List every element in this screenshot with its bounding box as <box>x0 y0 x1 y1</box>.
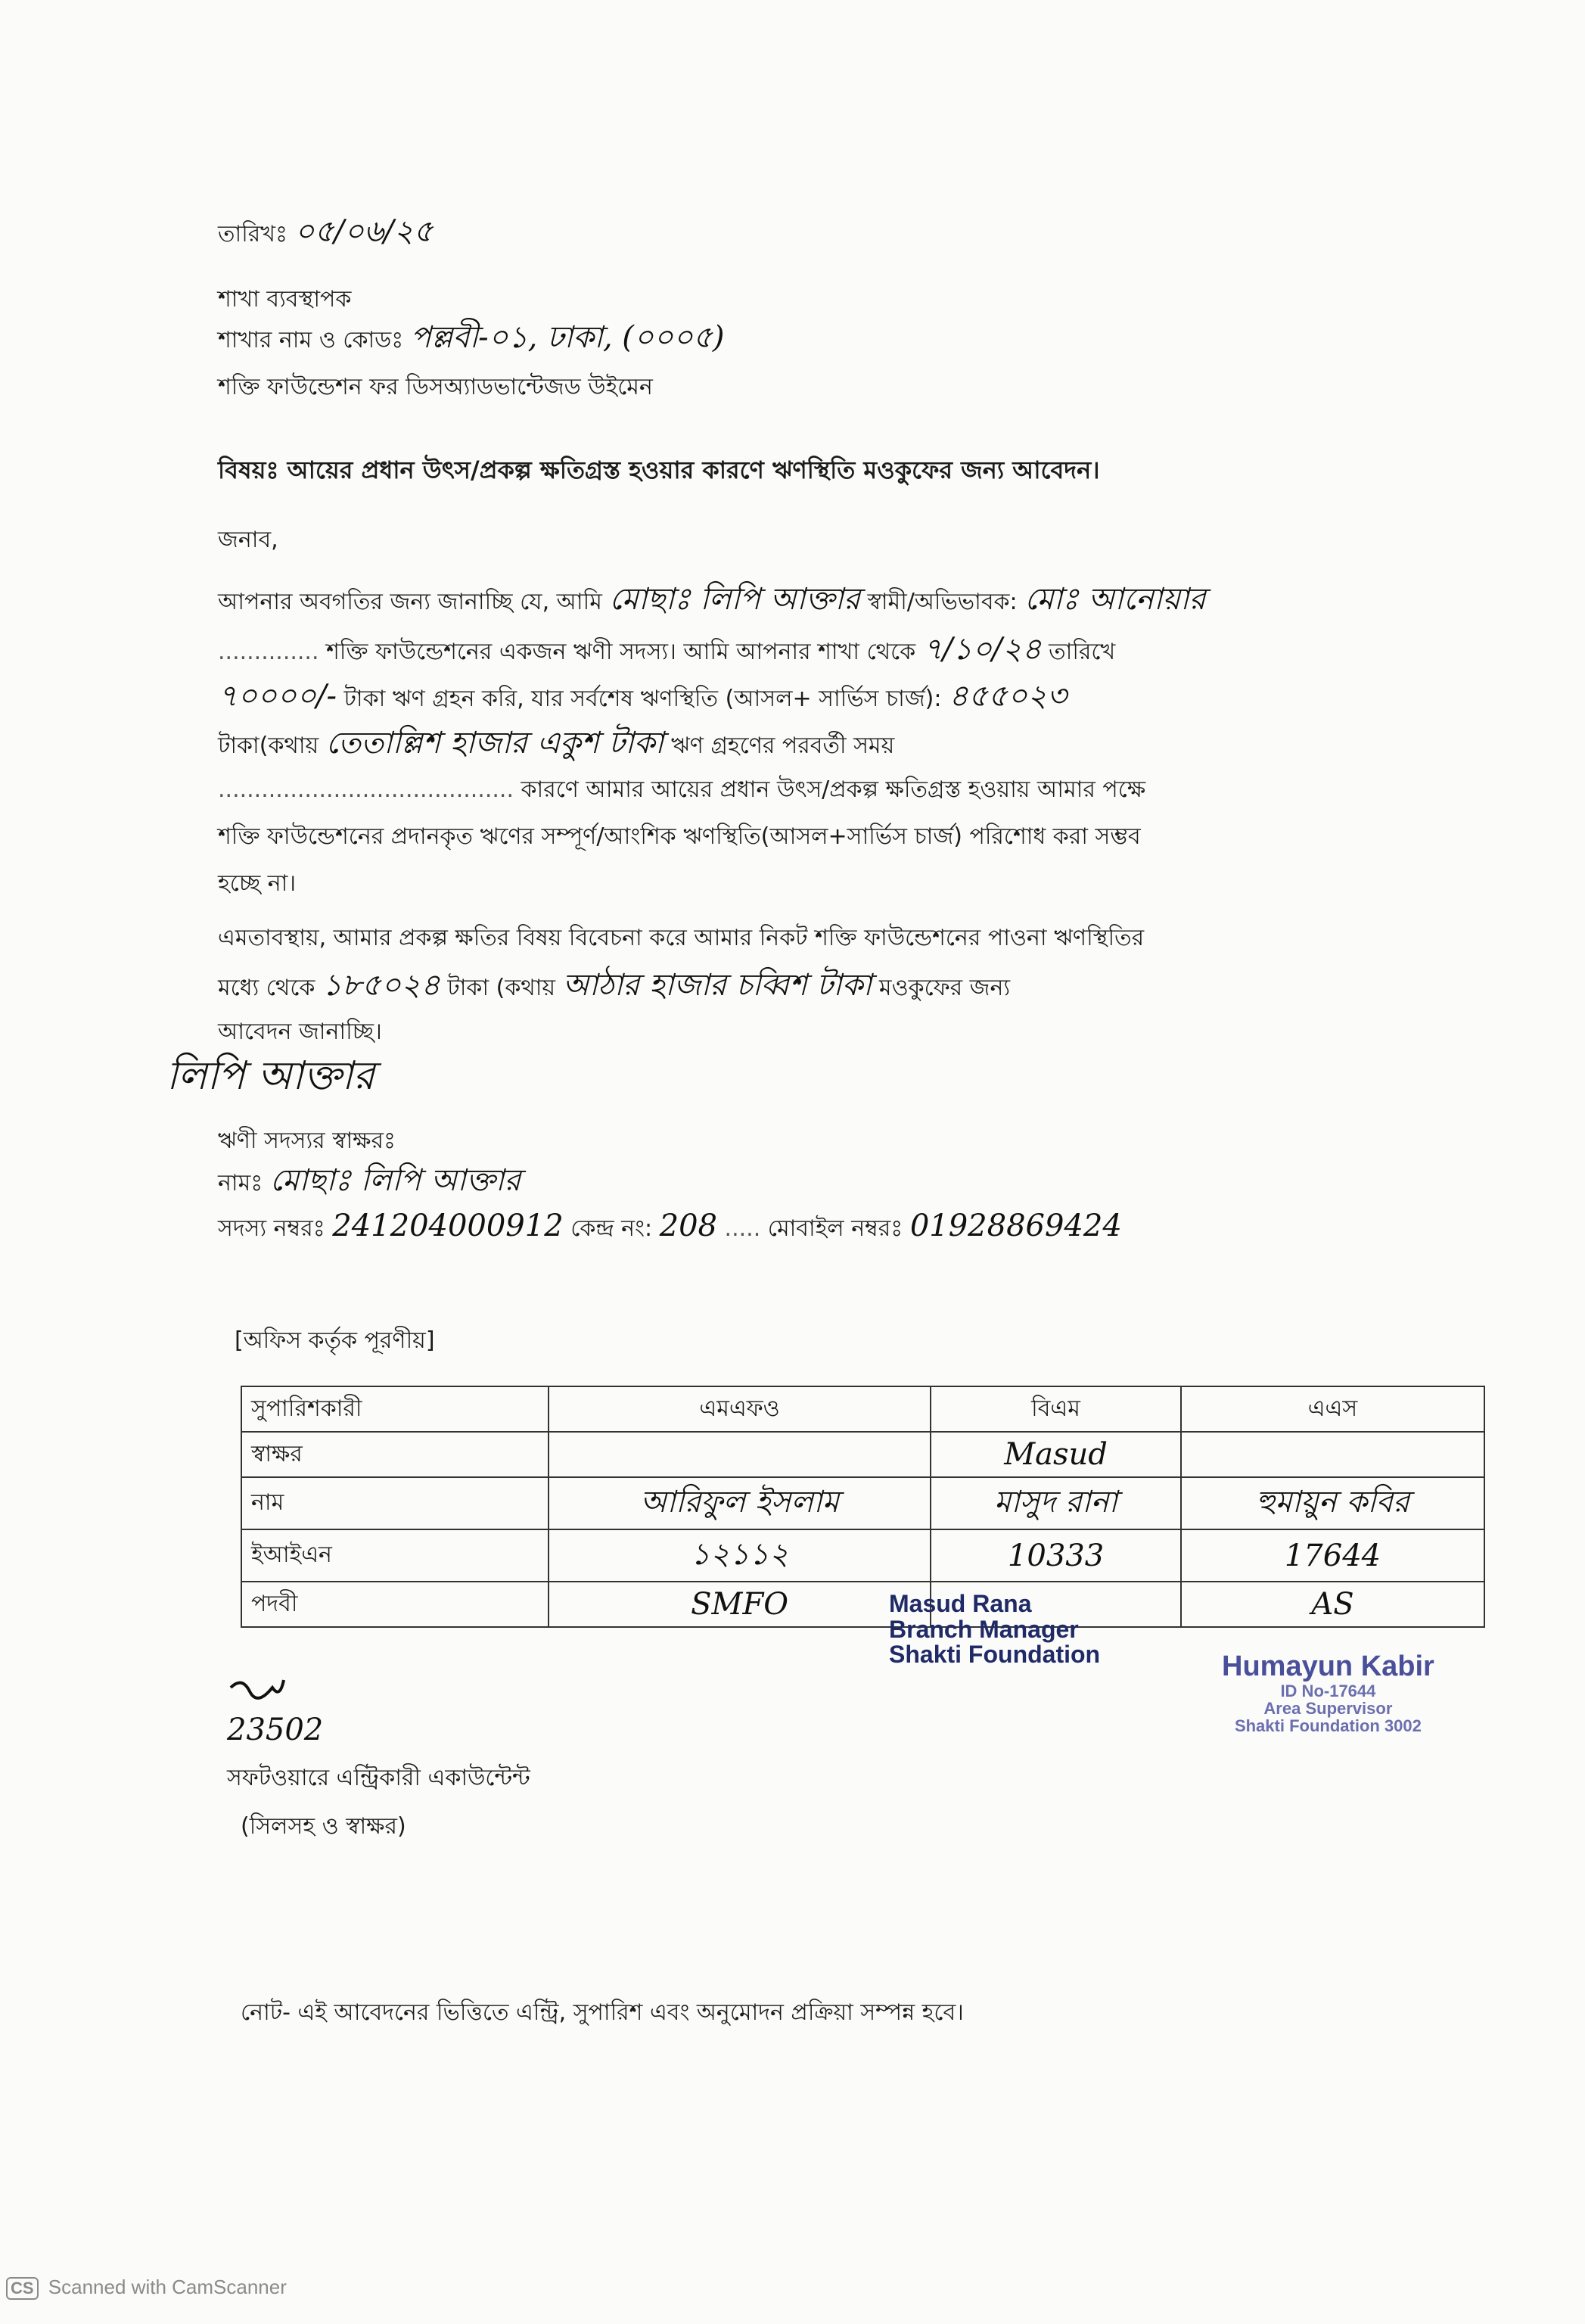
name-value-handwritten: মোছাঃ লিপি আক্তার <box>269 1163 521 1198</box>
para1-text-d: তারিখে <box>1049 639 1116 665</box>
footer-note: নোট- এই আবেদনের ভিত্তিতে এন্ট্রি, সুপারিশ এবং অনুমোদন প্রক্রিয়া সম্পন্ন হবে। <box>241 1999 964 2026</box>
mfo-designation: SMFO <box>549 1582 931 1627</box>
bm-signature: Masud <box>931 1432 1181 1477</box>
member-name-line <box>218 1165 521 1199</box>
para1-line2: .............. শক্তি ফাউন্ডেশনের একজন ঋণী সদস্য। আমি আপনার শাখা থেকে ৭/১০/২৪ তারিখে <box>218 632 1116 667</box>
para2-text-c: টাকা (কথায় <box>447 975 556 1001</box>
name-label: নামঃ <box>218 1170 263 1196</box>
camscanner-icon: CS <box>6 2277 39 2300</box>
waive-amount-handwritten: ১৮৫০২৪ <box>322 968 440 1003</box>
para1-line1 <box>218 584 1206 618</box>
subject-line: বিষয়ঃ আয়ের প্রধান উৎস/প্রকল্প ক্ষতিগ্রস্ত হওয়ার কারণে ঋণস্থিতি মওকুফের জন্য আবেদন। <box>218 456 1100 484</box>
mfo-ein: ১২১১২ <box>549 1529 931 1582</box>
stamp-name: Masud Rana <box>889 1590 1032 1617</box>
as-designation: AS <box>1181 1582 1484 1627</box>
balance-handwritten: ৪৫৫০২৩ <box>949 679 1067 714</box>
member-no-label: সদস্য নম্বরঃ <box>218 1215 325 1242</box>
para1-line7: হচ্ছে না। <box>218 870 297 897</box>
mobile-label: মোবাইল নম্বরঃ <box>767 1215 903 1242</box>
stamp-id: ID No-17644 <box>1280 1681 1376 1700</box>
watermark-text: Scanned with CamScanner <box>48 2276 287 2298</box>
stamp-name: Humayun Kabir <box>1222 1650 1434 1682</box>
as-ein: 17644 <box>1181 1529 1484 1582</box>
para1-text-c: শক্তি ফাউন্ডেশনের একজন ঋণী সদস্য। আমি আপনার শাখা থেকে <box>326 639 916 665</box>
stamp-org: Shakti Foundation 3002 <box>1234 1716 1422 1736</box>
header-bm: বিএম <box>931 1386 1181 1432</box>
as-signature <box>1181 1432 1484 1477</box>
member-name-handwritten: মোছাঃ লিপি আক্তার <box>609 582 861 617</box>
table-row <box>241 1477 1484 1529</box>
para1-text-e: টাকা ঋণ গ্রহন করি, যার সর্বশেষ ঋণস্থিতি (আসল+ সার্ভিস চার্জ): <box>343 686 942 712</box>
date-value: ০৫/০৬/২৫ <box>294 214 434 249</box>
table-row <box>241 1432 1484 1477</box>
salutation: জনাব, <box>218 527 278 553</box>
member-signature: লিপি আক্তার <box>166 1053 375 1099</box>
para1-line5: ......................................... কারণে আমার আয়ের প্রধান উৎস/প্রকল্প ক্ষতিগ্রস্ত হওয়ায় আমার পক্ষে <box>218 776 1146 803</box>
table-row <box>241 1529 1484 1582</box>
header-as: এএস <box>1181 1386 1484 1432</box>
accountant-ein-handwritten: 23502 <box>227 1713 324 1747</box>
header-mfo: এমএফও <box>549 1386 931 1432</box>
stamp-title: Branch Manager <box>889 1615 1079 1643</box>
recipient-title: শাখা ব্যবস্থাপক <box>218 286 352 313</box>
table-row <box>241 1582 1484 1627</box>
row-label: ইআইএন <box>241 1529 549 1582</box>
office-table <box>241 1386 1485 1628</box>
para2-line3: আবেদন জানাচ্ছি। <box>218 1019 382 1045</box>
branch-manager-stamp <box>889 1591 1100 1668</box>
stamp-title: Area Supervisor <box>1263 1698 1393 1718</box>
stamp-org: Shakti Foundation <box>889 1641 1101 1669</box>
accountant-note: (সিলসহ ও স্বাক্ষর) <box>241 1813 406 1840</box>
guardian-handwritten: মোঃ আনোয়ার <box>1024 582 1206 617</box>
mfo-name: আরিফুল ইসলাম <box>549 1477 931 1529</box>
branch-line <box>218 322 724 356</box>
member-details-line: সদস্য নম্বরঃ 241204000912 কেন্দ্র নং: 208 ..... মোবাইল নম্বরঃ 01928869424 <box>218 1209 1122 1243</box>
member-signature-label: ঋণী সদস্যর স্বাক্ষরঃ <box>218 1128 396 1154</box>
office-table-header <box>241 1386 1484 1432</box>
row-label: পদবী <box>241 1582 549 1627</box>
scanner-watermark <box>6 2276 287 2300</box>
loan-amount-handwritten: ৭০০০০/- <box>218 679 337 714</box>
office-note: [অফিস কর্তৃক পূরণীয়] <box>235 1327 435 1354</box>
accountant-title: সফটওয়ারে এন্ট্রিকারী একাউন্টেন্ট <box>227 1765 530 1791</box>
waive-words-handwritten: আঠার হাজার চব্বিশ টাকা <box>562 968 872 1003</box>
para1-text-a: আপনার অবগতির জন্য জানাচ্ছি যে, আমি <box>218 589 602 615</box>
member-no-handwritten: 241204000912 <box>332 1209 564 1243</box>
center-no-handwritten: 208 <box>659 1209 717 1243</box>
branch-label: শাখার নাম ও কোডঃ <box>218 327 404 353</box>
bm-ein: 10333 <box>931 1529 1181 1582</box>
bm-name: মাসুদ রানা <box>931 1477 1181 1529</box>
date-line <box>218 216 433 250</box>
accountant-initials-mark <box>227 1672 287 1710</box>
para2-text-b: মধ্যে থেকে <box>218 975 315 1001</box>
balance-words-handwritten: তেতাল্লিশ হাজার একুশ টাকা <box>325 726 664 761</box>
as-name: হুমায়ুন কবির <box>1181 1477 1484 1529</box>
para2-text-d: মওকুফের জন্য <box>878 975 1011 1001</box>
row-label: স্বাক্ষর <box>241 1432 549 1477</box>
para1-text-g: ঋণ গ্রহণের পরবর্তী সময় <box>670 733 895 759</box>
date-label: তারিখঃ <box>218 221 287 247</box>
para1-text-b: স্বামী/অভিভাবক: <box>867 589 1018 615</box>
organization-name: শক্তি ফাউন্ডেশন ফর ডিসঅ্যাডভান্টেজড উইমেন <box>218 374 653 400</box>
header-recommender: সুপারিশকারী <box>241 1386 549 1432</box>
para2-line2 <box>218 970 1010 1003</box>
para1-text-f: টাকা(কথায় <box>218 733 319 759</box>
area-supervisor-stamp <box>1222 1652 1434 1734</box>
para1-line6: শক্তি ফাউন্ডেশনের প্রদানকৃত ঋণের সম্পূর্ণ/আংশিক ঋণস্থিতি(আসল+সার্ভিস চার্জ) পরিশোধ করা সম্ভব <box>218 823 1141 850</box>
center-label: কেন্দ্র নং: <box>570 1215 653 1242</box>
para1-line4 <box>218 728 894 761</box>
para2-line1: এমতাবস্থায়, আমার প্রকল্প ক্ষতির বিষয় বিবেচনা করে আমার নিকট শক্তি ফাউন্ডেশনের পাওনা ঋণস্থিতির <box>218 925 1145 951</box>
para1-line3 <box>218 681 1067 714</box>
loan-date-handwritten: ৭/১০/২৪ <box>922 632 1042 667</box>
branch-value: পল্লবী-০১, ঢাকা, (০০০৫) <box>410 320 725 355</box>
mobile-no-handwritten: 01928869424 <box>909 1209 1122 1243</box>
para1-text-h: কারণে আমার আয়ের প্রধান উৎস/প্রকল্প ক্ষতিগ্রস্ত হওয়ায় আমার পক্ষে <box>521 776 1146 803</box>
row-label: নাম <box>241 1477 549 1529</box>
mfo-signature <box>549 1432 931 1477</box>
